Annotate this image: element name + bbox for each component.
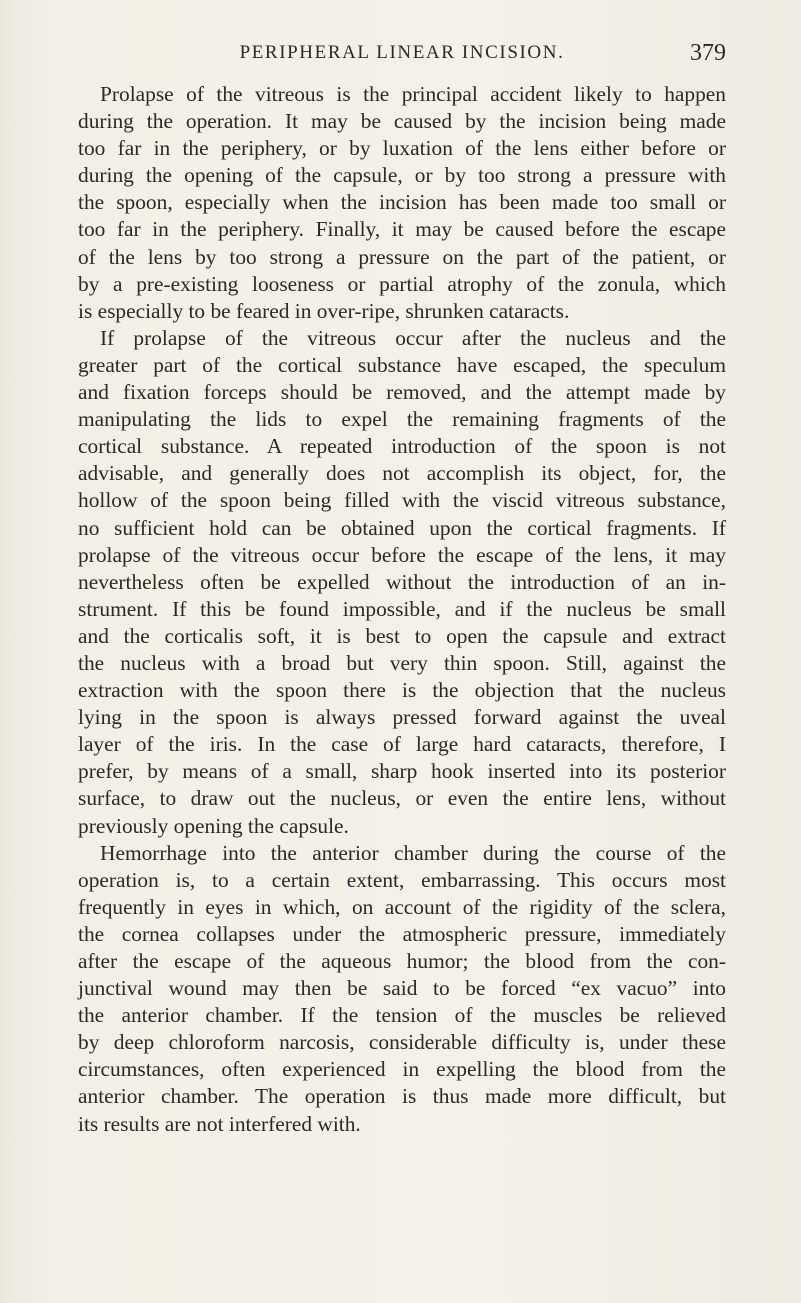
text-line: during the opening of the capsule, or by too strong a pressure with: [78, 163, 726, 188]
paragraph: [78, 840, 726, 1138]
paragraph: [78, 325, 726, 840]
text-line: If prolapse of the vitreous occur after the nucleus and the: [100, 325, 726, 350]
text-line: is especially to be feared in over-ripe, shrunken cataracts.: [78, 298, 570, 323]
text-line: operation is, to a certain extent, embarrassing. This occurs most: [78, 867, 726, 892]
text-line: layer of the iris. In the case of large hard cataracts, therefore, I: [78, 732, 726, 757]
text-line: advisable, and generally does not accomplish its object, for, the: [78, 461, 726, 486]
text-line: nevertheless often be expelled without the introduction of an in-: [78, 569, 726, 594]
text-line: by a pre-existing looseness or partial atrophy of the zonula, which: [78, 271, 726, 296]
text-line: of the lens by too strong a pressure on the part of the patient, or: [78, 244, 726, 269]
text-line: manipulating the lids to expel the remaining fragments of the: [78, 407, 726, 432]
text-line: prolapse of the vitreous occur before the escape of the lens, it may: [78, 542, 726, 567]
text-line: surface, to draw out the nucleus, or even the entire lens, without: [78, 786, 726, 811]
text-line: its results are not interfered with.: [78, 1111, 361, 1136]
text-line: and fixation forceps should be removed, and the attempt made by: [78, 380, 726, 405]
text-line: previously opening the capsule.: [78, 813, 349, 838]
text-line: Prolapse of the vitreous is the principal accident likely to happen: [100, 82, 726, 106]
text-line: prefer, by means of a small, sharp hook inserted into its posterior: [78, 759, 726, 784]
text-line: Hemorrhage into the anterior chamber during the course of the: [100, 840, 726, 865]
text-line: extraction with the spoon there is the objection that the nucleus: [78, 678, 726, 703]
text-line: too far in the periphery, or by luxation of the lens either before or: [78, 136, 726, 161]
running-title: PERIPHERAL LINEAR INCISION.: [239, 42, 565, 63]
text-line: the nucleus with a broad but very thin spoon. Still, against the: [78, 650, 726, 675]
text-line: lying in the spoon is always pressed forward against the uveal: [78, 705, 726, 730]
text-line: frequently in eyes in which, on account of the rigidity of the sclera,: [78, 894, 726, 919]
running-head: [78, 40, 726, 70]
text-line: circumstances, often experienced in expelling the blood from the: [78, 1057, 726, 1082]
text-line: the cornea collapses under the atmospheric pressure, immediately: [78, 921, 726, 946]
text-line: the spoon, especially when the incision has been made too small or: [78, 190, 726, 215]
text-line: no sufficient hold can be obtained upon the cortical fragments. If: [78, 515, 726, 540]
text-line: cortical substance. A repeated introduction of the spoon is not: [78, 434, 726, 459]
body-text: [78, 81, 726, 1138]
text-line: greater part of the cortical substance have escaped, the speculum: [78, 352, 726, 377]
text-line: too far in the periphery. Finally, it may be caused before the escape: [78, 217, 726, 242]
text-line: junctival wound may then be said to be forced “ex vacuo” into: [78, 976, 726, 1001]
page-number: 379: [690, 40, 726, 66]
text-line: hollow of the spoon being filled with the viscid vitreous substance,: [78, 488, 726, 513]
text-line: strument. If this be found impossible, and if the nucleus be small: [78, 596, 726, 621]
paragraph: [78, 81, 726, 325]
text-line: during the operation. It may be caused by the incision being made: [78, 109, 726, 134]
text-line: and the corticalis soft, it is best to open the capsule and extract: [78, 623, 726, 648]
text-line: after the escape of the aqueous humor; the blood from the con-: [78, 949, 726, 973]
text-line: the anterior chamber. If the tension of the muscles be relieved: [78, 1003, 726, 1028]
text-line: by deep chloroform narcosis, considerable difficulty is, under these: [78, 1030, 726, 1055]
text-line: anterior chamber. The operation is thus made more difficult, but: [78, 1084, 726, 1109]
